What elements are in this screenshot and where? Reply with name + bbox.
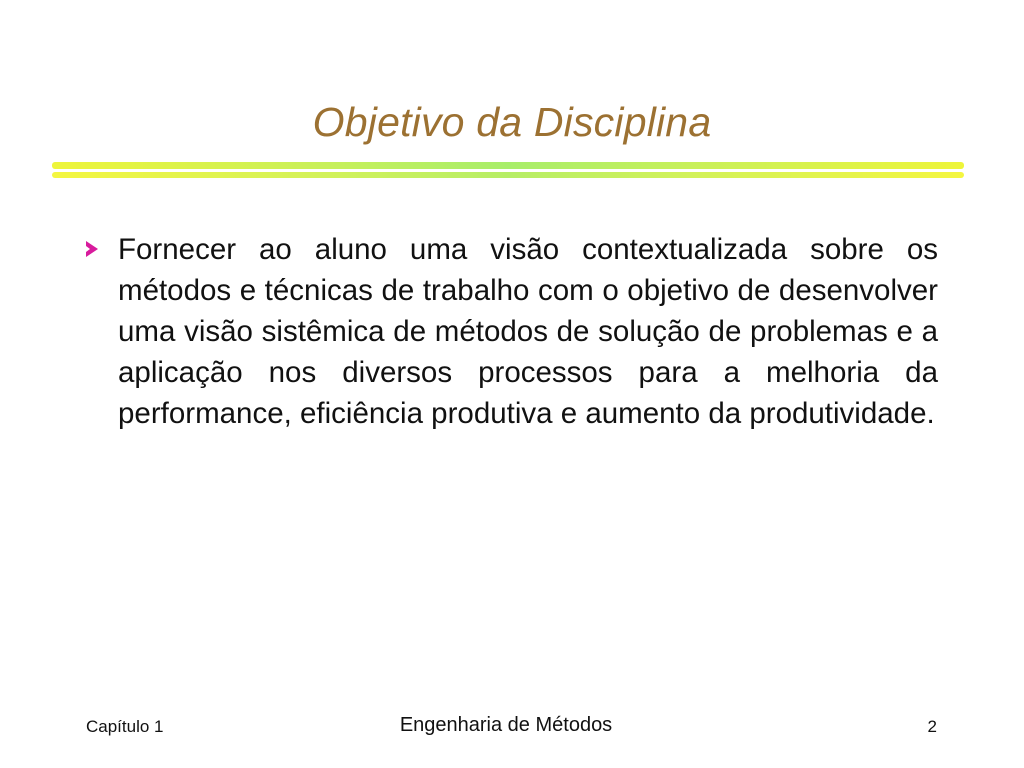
- footer-page-number: 2: [927, 717, 937, 736]
- title-underline-bottom: [52, 172, 964, 178]
- slide-title: Objetivo da Disciplina: [312, 99, 712, 145]
- bullet-text: Fornecer ao aluno uma visão contextualizada sobre os métodos e técnicas de trabalho com o objetivo de desenvolver uma visão sistêmica de métodos de solução de problemas e a aplicação nos diversos processos para a melhoria da performance, eficiência produtiva e aumento da produtividade.: [118, 233, 938, 430]
- arrow-bullet-icon: [86, 241, 98, 257]
- footer-chapter: Capítulo 1: [86, 717, 164, 736]
- footer-course-title: Engenharia de Métodos: [399, 714, 613, 736]
- title-underline-top: [52, 162, 964, 169]
- bullet-item: [86, 229, 938, 434]
